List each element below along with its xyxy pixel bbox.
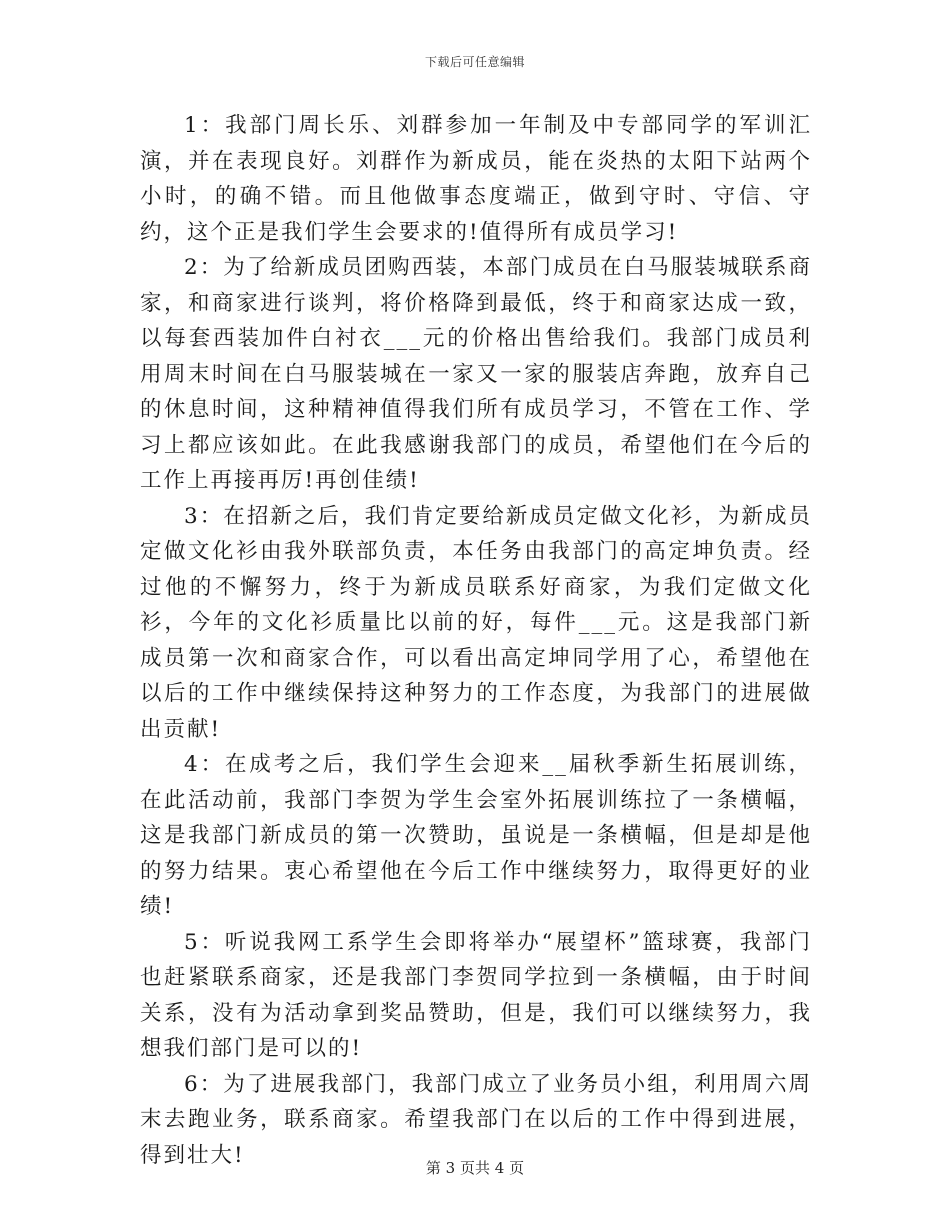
document-body: [140, 108, 812, 1173]
page-header-note: 下载后可任意编辑: [424, 55, 525, 69]
paragraph-5: 5：听说我网工系学生会即将举办“展望杯”篮球赛，我部门也赶紧联系商家，还是我部门李贺同学拉到一条横幅，由于时间关系，没有为活动拿到奖品赞助，但是，我们可以继续努力，我想我们部门是可以的!: [140, 929, 812, 1061]
paragraph-6: 6：为了进展我部门，我部门成立了业务员小组，利用周六周末去跑业务，联系商家。希望我部门在以后的工作中得到进展，得到壮大!: [140, 1071, 812, 1168]
paragraph-3: 3：在招新之后，我们肯定要给新成员定做文化衫，为新成员定做文化衫由我外联部负责，本任务由我部门的高定坤负责。经过他的不懈努力，终于为新成员联系好商家，为我们定做文化衫，今年的文化衫质量比以前的好，每件___元。这是我部门新成员第一次和商家合作，可以看出高定坤同学用了心，希望他在以后的工作中继续保持这种努力的工作态度，为我部门的进展做出贡献!: [140, 503, 812, 742]
paragraph-2: 2：为了给新成员团购西装，本部门成员在白马服装城联系商家，和商家进行谈判，将价格降到最低，终于和商家达成一致，以每套西装加件白衬衣___元的价格出售给我们。我部门成员利用周末时间在白马服装城在一家又一家的服装店奔跑，放弃自己的休息时间，这种精神值得我们所有成员学习，不管在工作、学习上都应该如此。在此我感谢我部门的成员，希望他们在今后的工作上再接再厉!再创佳绩!: [140, 255, 812, 493]
page-number: 第 3 页共 4 页: [425, 1159, 525, 1177]
paragraph-1: 1：我部门周长乐、刘群参加一年制及中专部同学的军训汇演，并在表现良好。刘群作为新成员，能在炎热的太阳下站两个小时，的确不错。而且他做事态度端正，做到守时、守信、守约，这个正是我们学生会要求的!值得所有成员学习!: [140, 113, 812, 245]
paragraph-4: 4：在成考之后，我们学生会迎来__届秋季新生拓展训练，在此活动前，我部门李贺为学生会室外拓展训练拉了一条横幅，这是我部门新成员的第一次赞助，虽说是一条横幅，但是却是他的努力结果。衷心希望他在今后工作中继续努力，取得更好的业绩!: [140, 752, 812, 919]
